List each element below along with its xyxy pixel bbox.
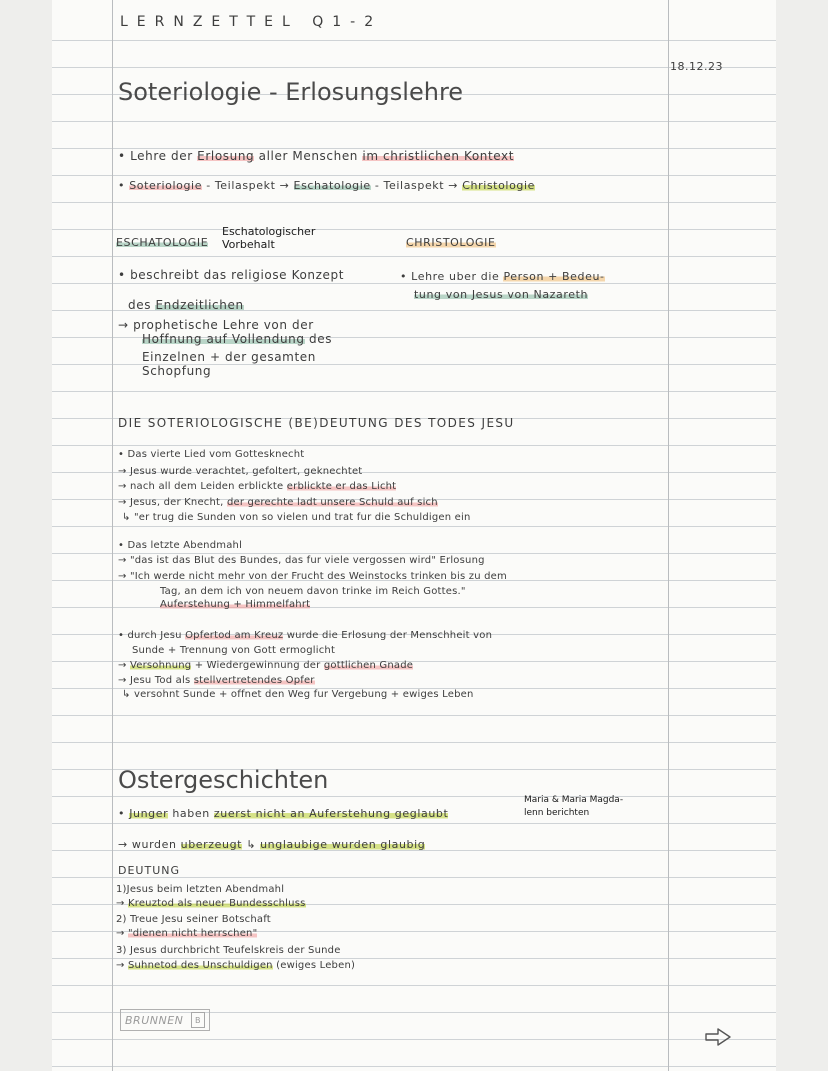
christologie-title: CHRISTOLOGIE <box>406 236 496 249</box>
right-margin-line <box>668 0 669 1071</box>
christologie-line-2: tung von Jesus von Nazareth <box>414 288 589 301</box>
eschatologie-note-1: Eschatologischer <box>222 225 316 238</box>
deutung-a3: → Jesus, der Knecht, der gerechte ladt unsere Schuld auf sich <box>118 497 438 508</box>
deutung-b4: Auferstehung + Himmelfahrt <box>160 599 311 610</box>
ostern-line-2: → wurden uberzeugt ↳ unglaubige wurden glaubig <box>118 838 426 851</box>
arrow-right-outline-icon <box>704 1026 732 1048</box>
ostern-deutung-label: DEUTUNG <box>118 864 180 877</box>
eschatologie-line-5: Einzelnen + der gesamten <box>142 350 316 364</box>
soteriologie-line-1: • Lehre der Erlosung aller Menschen im christlichen Kontext <box>118 149 515 163</box>
deutung-c3: → Jesu Tod als stellvertretendes Opfer <box>118 675 315 686</box>
deutung-a4: ↳ "er trug die Sunden von so vielen und trat fur die Schuldigen ein <box>122 512 471 523</box>
eschatologie-line-1: • beschreibt das religiose Konzept <box>118 268 344 282</box>
deutung-c4: ↳ versohnt Sunde + offnet den Weg fur Vergebung + ewiges Leben <box>122 689 474 700</box>
ostern-d2-sub: → "dienen nicht herrschen" <box>116 928 258 939</box>
eschatologie-line-2: des Endzeitlichen <box>128 298 244 312</box>
deutung-a2: → nach all dem Leiden erblickte erblickte er das Licht <box>118 481 397 492</box>
deutung-b0: • Das letzte Abendmahl <box>118 540 243 551</box>
soteriologie-line-2: • Soteriologie - Teilaspekt → Eschatologie - Teilaspekt → Christologie <box>118 179 536 192</box>
ostern-line-1: • Junger haben zuerst nicht an Auferstehung geglaubt <box>118 807 449 820</box>
ostern-d3-sub: → Suhnetod des Unschuldigen (ewiges Leben) <box>116 960 356 971</box>
eschatologie-line-4: Hoffnung auf Vollendung des <box>142 332 333 346</box>
deutung-heading: DIE SOTERIOLOGISCHE (BE)DEUTUNG DES TODES JESU <box>118 416 515 430</box>
date-label: 18.12.23 <box>670 60 723 73</box>
eschatologie-note-2: Vorbehalt <box>222 238 275 251</box>
brand-logo-mark: B <box>191 1012 205 1028</box>
deutung-a1: → Jesus wurde verachtet, gefoltert, geknechtet <box>118 466 363 477</box>
ostern-heading: Ostergeschichten <box>118 766 329 794</box>
eschatologie-line-3: → prophetische Lehre von der <box>118 318 314 332</box>
brand-logo <box>120 1009 210 1031</box>
ostern-d3: 3) Jesus durchbricht Teufelskreis der Sunde <box>116 945 341 956</box>
deutung-b3: Tag, an dem ich von neuem davon trinke im Reich Gottes." <box>160 586 466 597</box>
brand-logo-text: BRUNNEN <box>125 1013 184 1027</box>
deutung-a0: • Das vierte Lied vom Gottesknecht <box>118 449 305 460</box>
deutung-c0: • durch Jesu Opfertod am Kreuz wurde die Erlosung der Menschheit von <box>118 630 493 641</box>
left-margin-line <box>112 0 113 1071</box>
eschatologie-line-6: Schopfung <box>142 364 212 378</box>
soteriologie-heading: Soteriologie - Erlosungslehre <box>118 78 464 106</box>
ostern-d1-sub: → Kreuztod als neuer Bundesschluss <box>116 898 306 909</box>
ostern-d2: 2) Treue Jesu seiner Botschaft <box>116 914 271 925</box>
ostern-d1: 1)Jesus beim letzten Abendmahl <box>116 884 285 895</box>
deutung-c2: → Versohnung + Wiedergewinnung der gottlichen Gnade <box>118 660 414 671</box>
deutung-b2: → "Ich werde nicht mehr von der Frucht des Weinstocks trinken bis zu dem <box>118 571 507 582</box>
deutung-b1: → "das ist das Blut des Bundes, das fur viele vergossen wird" Erlosung <box>118 555 485 566</box>
ostern-note-1: Maria & Maria Magda- <box>524 795 624 805</box>
ostern-note-2: lenn berichten <box>524 808 590 818</box>
page-title: LERNZETTEL Q1-2 <box>120 14 383 30</box>
deutung-c1: Sunde + Trennung von Gott ermoglicht <box>132 645 336 656</box>
eschatologie-title: ESCHATOLOGIE <box>116 236 209 249</box>
christologie-line-1: • Lehre uber die Person + Bedeu- <box>400 270 605 283</box>
